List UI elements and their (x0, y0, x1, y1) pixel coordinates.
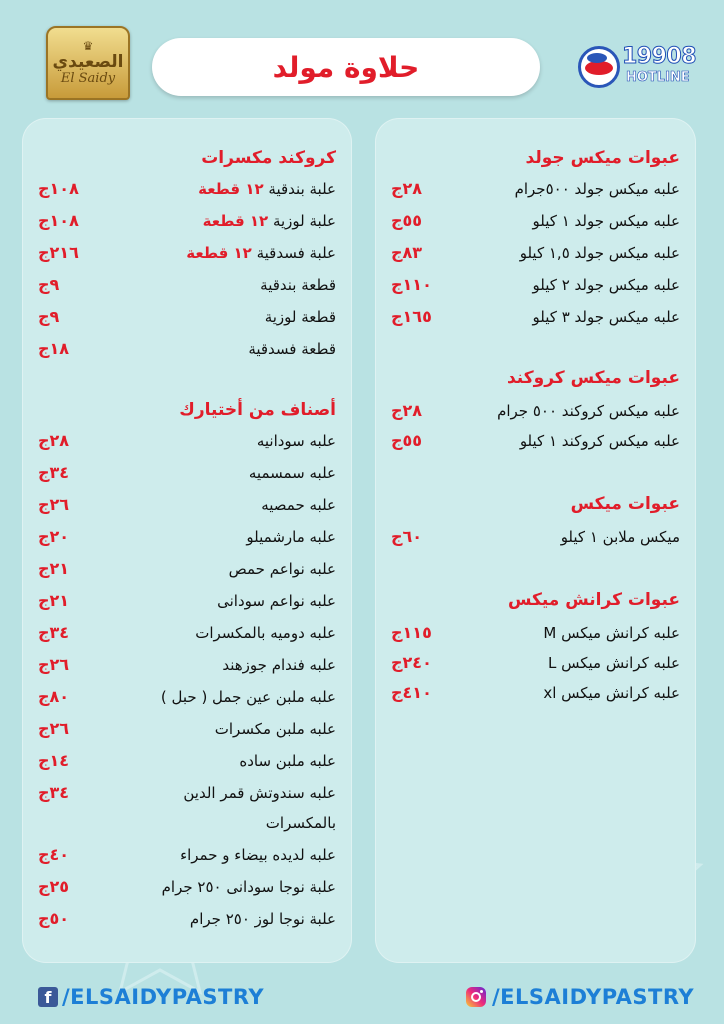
instagram-handle: /ELSAIDYPASTRY (492, 985, 695, 1009)
facebook-icon: f (38, 987, 58, 1007)
menu-item-name: علبه فندام جوزهند (222, 656, 336, 674)
menu-item-price: ٥٥ج (391, 211, 423, 230)
menu-item-price: ١١٥ج (391, 623, 432, 642)
menu-item-price: ٩ج (38, 307, 60, 326)
brand-logo (46, 26, 130, 100)
menu-item-price: ٢٥ج (38, 877, 70, 896)
hotline-logo-icon (578, 46, 620, 88)
menu-item-name: علبه مارشميلو (246, 528, 336, 546)
hotline-number: 19908 (622, 44, 697, 69)
menu-item-price: ٢٨ج (38, 431, 70, 450)
menu-item-name: علبه ميكس كروكند ١ كيلو (519, 432, 680, 450)
menu-item-name: علبه دوميه بالمكسرات (195, 624, 336, 642)
facebook-handle: /ELSAIDYPASTRY (62, 985, 265, 1009)
menu-item-price: ٢١ج (38, 591, 70, 610)
menu-item-name: علبة لوزية ١٢ قطعة (202, 212, 336, 230)
menu-item-price: ١٠٨ج (38, 179, 79, 198)
logo-arabic-text: الصعيدي (52, 52, 124, 72)
menu-item-price: ١٨ج (38, 339, 70, 358)
menu-item-price: ٥٥ج (391, 431, 423, 450)
menu-item-name: علبه نواعم حمص (228, 560, 336, 578)
section-title-crunch-mix: عبوات كرانش ميكس (507, 590, 680, 610)
menu-item-price: ٢١٦ج (38, 243, 79, 262)
menu-item-name: قطعة بندقية (260, 276, 336, 294)
menu-item-price: ٣٤ج (38, 623, 70, 642)
menu-item-price: ٤١٠ج (391, 683, 432, 702)
section-title-your-choice: أصناف من أختيارك (179, 400, 336, 420)
menu-item-name: علبه ملبن ساده (239, 752, 336, 770)
menu-item-price: ٤٠ج (38, 845, 70, 864)
menu-item-name: علبه كرانش ميكس M (543, 624, 680, 642)
menu-item-name: علبه سندوتش قمر الدين (183, 784, 336, 802)
page-title: حلاوة مولد (272, 50, 420, 84)
section-title-crocant-nuts: كروكند مكسرات (201, 148, 336, 168)
menu-item-name: علبه ميكس جولد ٥٠٠جرام (514, 180, 680, 198)
menu-item-name: علبه ملبن مكسرات (214, 720, 336, 738)
menu-item-name: علبه سودانيه (256, 432, 336, 450)
menu-item-name: علبه ملبن عين جمل ( حبل ) (160, 688, 336, 706)
menu-item-price: ٢٦ج (38, 719, 70, 738)
menu-item-name: علبه حمصيه (261, 496, 336, 514)
menu-item-name: علبة نوجا لوز ٢٥٠ جرام (189, 910, 336, 928)
menu-item-name: ميكس ملابن ١ كيلو (560, 528, 680, 546)
menu-item-price: ٨٠ج (38, 687, 70, 706)
hotline-badge[interactable] (576, 42, 706, 94)
menu-item-name-continued: بالمكسرات (265, 814, 336, 832)
menu-item-price: ٢٨ج (391, 401, 423, 420)
menu-item-name: قطعة لوزية (264, 308, 336, 326)
instagram-link[interactable] (466, 984, 694, 1010)
menu-item-name: علبه ميكس كروكند ٥٠٠ جرام (497, 402, 680, 420)
menu-item-price: ٣٤ج (38, 783, 70, 802)
crown-icon: ♛ (82, 39, 94, 53)
logo-latin-text: El Saidy (60, 71, 116, 86)
menu-item-price: ٢٨ج (391, 179, 423, 198)
instagram-icon (466, 987, 486, 1007)
menu-item-price: ٢٦ج (38, 495, 70, 514)
menu-item-price: ١٤ج (38, 751, 70, 770)
menu-item-name: علبة بندقية ١٢ قطعة (198, 180, 336, 198)
menu-item-price: ٢١ج (38, 559, 70, 578)
menu-item-name: علبه ميكس جولد ١,٥ كيلو (519, 244, 680, 262)
menu-item-price: ٣٤ج (38, 463, 70, 482)
menu-item-price: ٩ج (38, 275, 60, 294)
menu-item-price: ٢٤٠ج (391, 653, 432, 672)
menu-item-name: علبه لديده بيضاء و حمراء (180, 846, 336, 864)
menu-item-name: علبه كرانش ميكس xl (543, 684, 680, 702)
menu-item-price: ١١٠ج (391, 275, 432, 294)
menu-item-name: علبه ميكس جولد ٢ كيلو (532, 276, 680, 294)
section-title-mix-gold: عبوات ميكس جولد (525, 148, 680, 168)
menu-item-name: علبه نواعم سودانى (217, 592, 336, 610)
menu-item-price: ١٦٥ج (391, 307, 432, 326)
menu-item-name: علبه سمسميه (248, 464, 336, 482)
menu-panel-left (22, 118, 352, 963)
section-title-mix-crocant: عبوات ميكس كروكند (506, 368, 680, 388)
menu-item-name: قطعة فسدقية (248, 340, 336, 358)
facebook-link[interactable] (38, 984, 264, 1010)
menu-item-name: علبة فسدقية ١٢ قطعة (186, 244, 336, 262)
menu-item-price: ٨٣ج (391, 243, 423, 262)
menu-item-price: ١٠٨ج (38, 211, 79, 230)
menu-item-name: علبة نوجا سودانى ٢٥٠ جرام (161, 878, 336, 896)
menu-item-price: ٥٠ج (38, 909, 70, 928)
menu-panel-right (375, 118, 696, 963)
menu-item-price: ٦٠ج (391, 527, 423, 546)
section-title-mix: عبوات ميكس (570, 494, 680, 514)
menu-item-name: علبه ميكس جولد ٣ كيلو (532, 308, 680, 326)
hotline-label: HOTLINE (626, 70, 690, 85)
page-title-banner (152, 38, 540, 96)
menu-item-name: علبه ميكس جولد ١ كيلو (532, 212, 680, 230)
menu-item-price: ٢٠ج (38, 527, 70, 546)
menu-item-price: ٢٦ج (38, 655, 70, 674)
menu-item-name: علبه كرانش ميكس L (548, 654, 680, 672)
